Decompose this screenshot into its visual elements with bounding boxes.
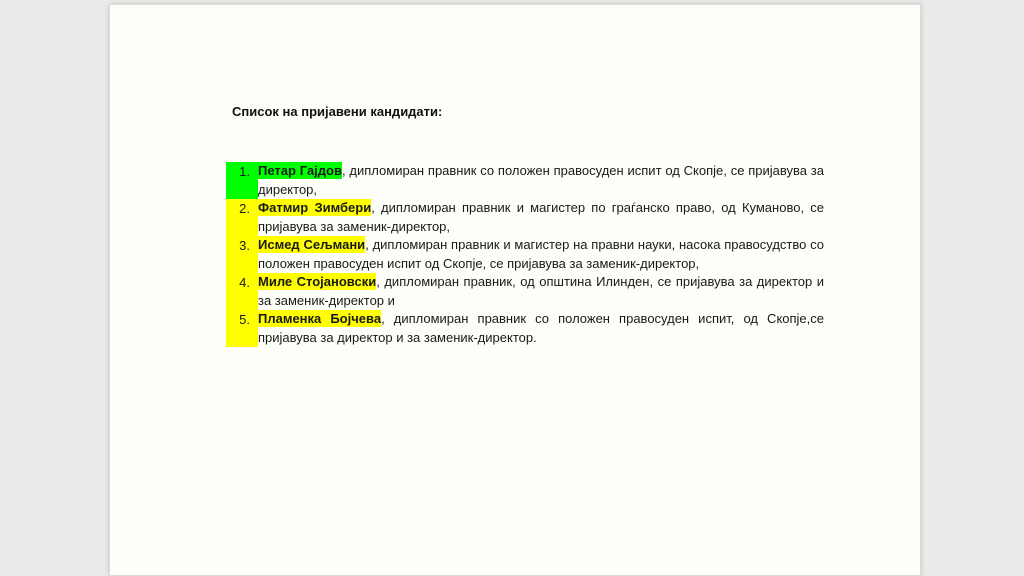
list-item: [226, 236, 824, 273]
candidate-name: Петар Гајдов: [258, 163, 342, 178]
list-item: [226, 162, 824, 199]
list-item: [226, 310, 824, 347]
candidate-description: , дипломиран правник и магистер по граѓанско право, од Куманово, се пријавува за заменик-директор,: [258, 200, 824, 234]
item-body: [258, 162, 824, 199]
item-body: [258, 310, 824, 347]
item-number: 2.: [226, 199, 258, 236]
item-number: 1.: [226, 162, 258, 199]
candidate-name: Пламенка Бојчева: [258, 311, 382, 326]
candidate-name: Фатмир Зимбери: [258, 200, 372, 215]
candidate-name: Миле Стојановски: [258, 274, 377, 289]
list-item: [226, 273, 824, 310]
item-number: 3.: [226, 236, 258, 273]
candidate-description: , дипломиран правник и магистер на правни науки, насока правосудство со положен правосуден испит од Скопје, се пријавува за заменик-директор,: [258, 237, 825, 271]
candidate-description: , дипломиран правник, од општина Илинден, се пријавува за директор и за заменик-директор и: [258, 274, 824, 308]
candidate-name: Исмед Сељмани: [258, 237, 366, 252]
list-item: [226, 199, 824, 236]
candidate-description: , дипломиран правник со положен правосуден испит, од Скопје,се пријавува за директор и за заменик-директор.: [258, 311, 825, 345]
candidate-list: [226, 162, 824, 347]
item-number: 4.: [226, 273, 258, 310]
item-body: [258, 199, 824, 236]
item-body: [258, 236, 824, 273]
document-heading: Список на пријавени кандидати:: [232, 104, 443, 119]
item-number: 5.: [226, 310, 258, 347]
candidate-description: , дипломиран правник со положен правосуден испит од Скопје, се пријавува за директор,: [258, 163, 824, 197]
item-body: [258, 273, 824, 310]
